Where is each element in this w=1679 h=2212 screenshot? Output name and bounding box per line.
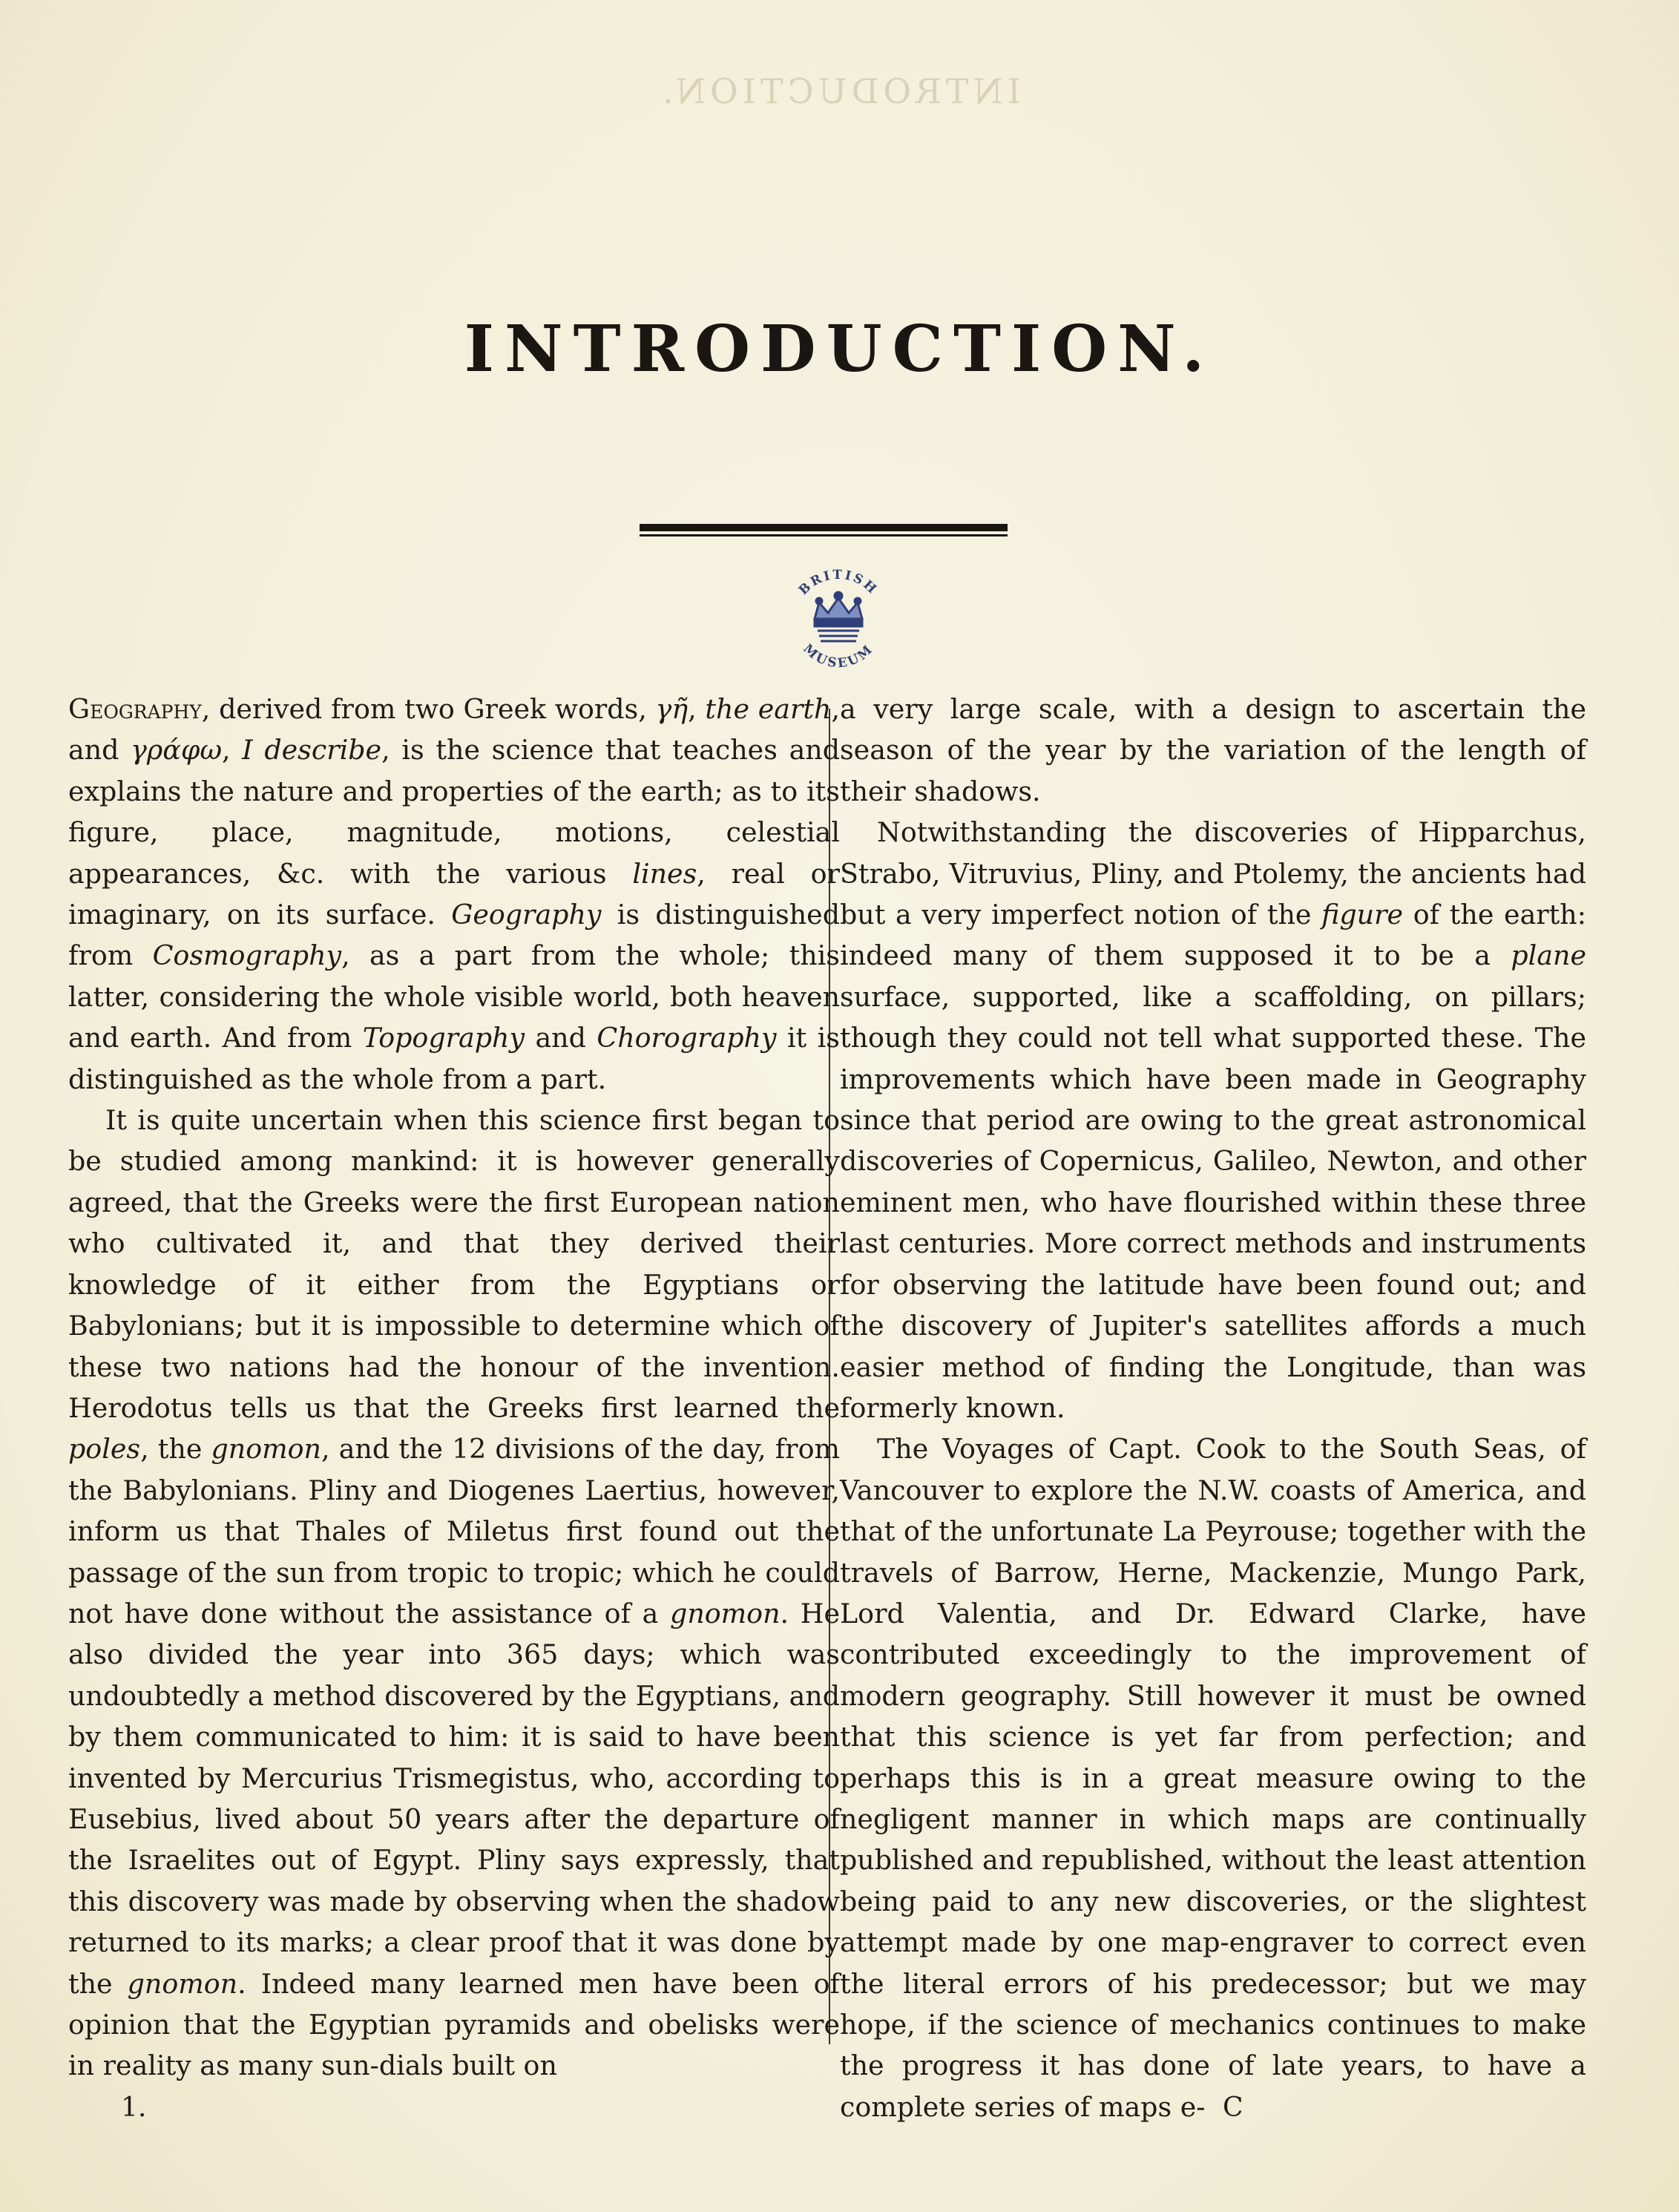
- text-run: surface, supported, like a scaffolding, on pillars; though they could not tell what supported these. The improvements which have been made in Geography since that period are owing to the great astronomical discoveries of Copernicus, Galileo, Newton, and other eminent men, who have flourished within these three last centuries. More correct methods and instruments for observing the latitude have been found out; and the discovery of Jupiter's satellites affords a much easier method of finding the Longitude, than was formerly known.: [840, 980, 1586, 1424]
- lead-word: Geography: [68, 693, 202, 725]
- stamp-bottom-text: MUSEUM: [800, 641, 877, 672]
- page-number: 1.: [121, 2093, 147, 2123]
- italic-term: gnomon: [127, 1967, 238, 2000]
- italic-term: Chorography: [597, 1022, 777, 1054]
- right-column: [840, 689, 1586, 2127]
- text-run: and: [525, 1022, 597, 1054]
- text-run: is distinguished from: [68, 899, 840, 972]
- italic-term: Cosmography: [152, 939, 342, 972]
- signature-mark: C: [1223, 2093, 1243, 2123]
- crown-icon: [772, 564, 905, 690]
- svg-text:MUSEUM: [800, 641, 876, 671]
- italic-term: plane: [1511, 939, 1586, 972]
- paragraph-geography-definition: [68, 689, 840, 1100]
- page-title: INTRODUCTION.: [464, 312, 1215, 387]
- left-column: [68, 689, 840, 2087]
- italic-term: gnomon: [211, 1433, 321, 1466]
- italic-term: gnomon: [670, 1597, 781, 1630]
- library-stamp: [772, 564, 905, 690]
- italic-term: Topography: [362, 1022, 525, 1054]
- stamp-top-text: BRITISH: [795, 567, 881, 598]
- italic-term: I describe: [242, 734, 382, 767]
- italic-term: lines: [632, 857, 697, 890]
- text-run: , the: [140, 1433, 211, 1466]
- text-run: ,: [222, 734, 243, 767]
- text-run: . Indeed many learned men have been of opinion that the Egyptian pyramids and obelisks were in reality as many sun-dials built on: [68, 1967, 841, 2082]
- text-run: Notwithstanding the discoveries of Hipparchus, Strabo, Vitruvius, Pliny, and Ptolemy, the ancients had but a very imperfect notion of the: [840, 816, 1586, 931]
- text-run: , derived from two Greek words,: [201, 693, 656, 725]
- title-rule-thin: [640, 534, 1008, 536]
- text-run: It is quite uncertain when this science first began to be studied among mankind: it is however generally agreed, that the Greeks were the first European nation who cultivated it, and that they derived their knowledge of it either from the Egyptians or Babylonians; but it is impossible to determine which of these two nations had the honour of the invention. Herodotus tells us that the Greeks first learned the: [68, 1104, 840, 1424]
- title-rule-thick: [640, 524, 1008, 531]
- italic-term: the earth: [705, 693, 832, 725]
- text-run: . He also divided the year into 365 days; which was undoubtedly a method discovered by the Egyptians, and by them communicated to him: it is said to have been invented by Mercurius Trismegistus, who, according to Eusebius, lived about 50 years after the departure of the Israelites out of Egypt. Pliny says expressly, that this discovery was made by observing when the shadow returned to its marks; a clear proof that it was done by the: [68, 1597, 841, 2000]
- italic-term: figure: [1321, 899, 1404, 931]
- greek-word: γράφω: [131, 734, 222, 767]
- paragraph-history: [68, 1100, 840, 2087]
- italic-term: poles: [68, 1433, 141, 1466]
- paragraph-continued: a very large scale, with a design to ascertain the season of the year by the variation of the length of their shadows.: [840, 693, 1586, 807]
- text-run: , as a part from the whole; this latter, considering the whole visible world, both heaven and earth. And from: [68, 939, 840, 1054]
- greek-word: γῆ: [655, 693, 689, 725]
- bleed-through-heading: INTRODUCTION.: [658, 71, 1021, 111]
- italic-term: Geography: [451, 899, 602, 931]
- text-run: ,: [688, 693, 706, 725]
- text-run: , and: [68, 693, 840, 767]
- paragraph-voyages: The Voyages of Capt. Cook to the South Seas, of Vancouver to explore the N.W. coasts of America, and that of the unfortunate La Peyrouse; together with the travels of Barrow, Herne, Mackenzie, Mungo Park, Lord Valentia, and Dr. Edward Clarke, have contributed exceedingly to the improvement of modern geography. Still however it must be owned that this science is yet far from perfection; and perhaps this is in a great measure owing to the negligent manner in which maps are continually published and republished, without the least attention being paid to any new discoveries, or the slightest attempt made by one map-engraver to correct even the literal errors of his predecessor; but we may hope, if the science of mechanics continues to make the progress it has done of late years, to have a complete series of maps e-: [840, 1433, 1586, 2123]
- text-run: of the earth: indeed many of them supposed it to be a: [840, 899, 1586, 972]
- text-run: , real or imaginary, on its surface.: [68, 857, 840, 931]
- text-run: , and the 12 divisions of the day, from the Babylonians. Pliny and Diogenes Laertius, however, inform us that Thales of Miletus first found out the passage of the sun from tropic to tropic; which he could not have done without the assistance of a: [68, 1433, 840, 1630]
- paragraph-ancients: [840, 812, 1586, 1428]
- text-run: , is the science that teaches and explains the nature and properties of the earth; as to its figure, place, magnitude, motions, celestial appearances, &c. with the various: [68, 734, 840, 890]
- text-run: it is distinguished as the whole from a part.: [68, 1022, 840, 1095]
